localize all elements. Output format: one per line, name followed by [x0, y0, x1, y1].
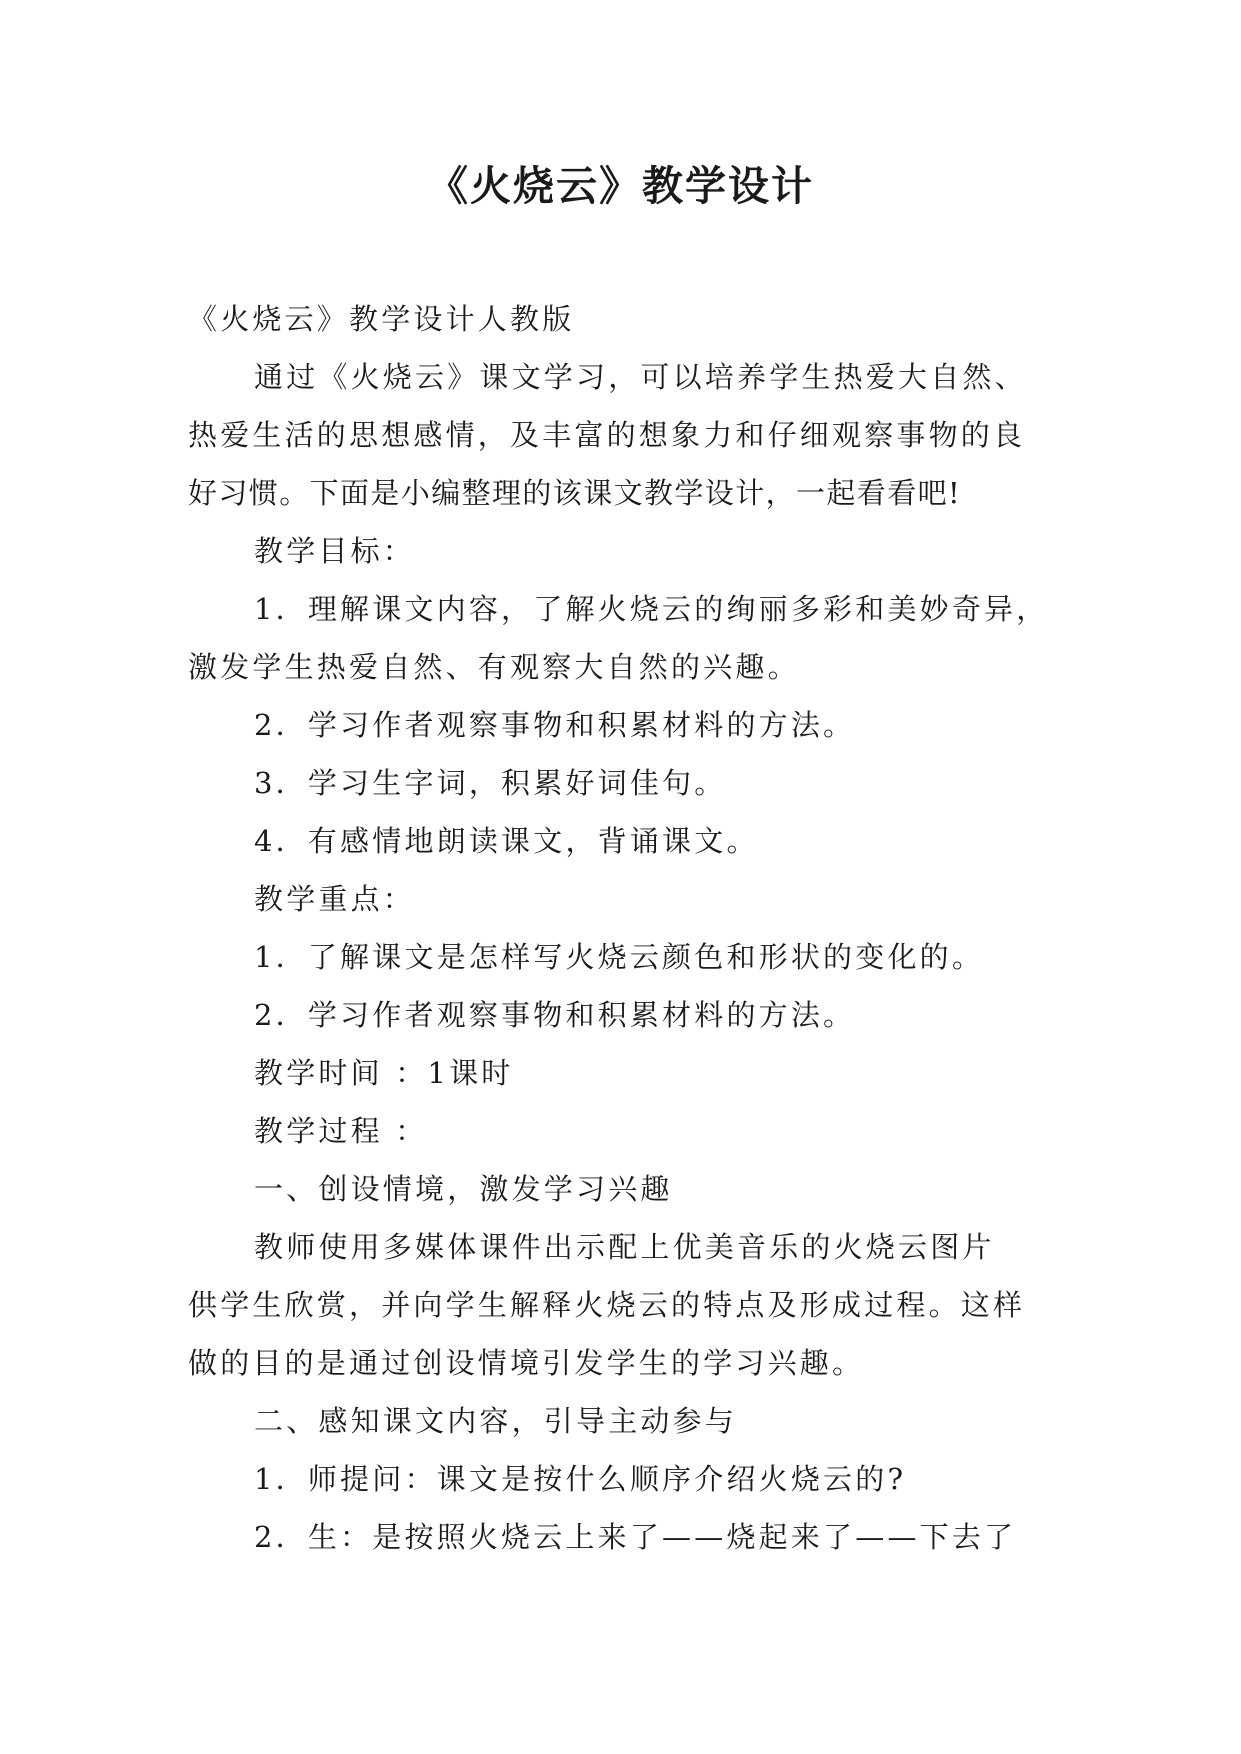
section-heading-key-points: 教学重点： [254, 882, 416, 916]
subtitle-line: 《火烧云》教学设计人教版 [188, 302, 575, 336]
list-item: 1．理解课文内容，了解火烧云的绚丽多彩和美妙奇异， [254, 592, 1049, 626]
paragraph-line: 热爱生活的思想感情，及丰富的想象力和仔细观察事物的良 [188, 418, 1026, 452]
list-item: 4．有感情地朗读课文，背诵课文。 [254, 824, 759, 858]
paragraph-line: 教师使用多媒体课件出示配上优美音乐的火烧云图片 [254, 1230, 995, 1264]
list-item: 1．师提问：课文是按什么顺序介绍火烧云的? [254, 1462, 907, 1496]
section-heading-process: 教学过程 ： [254, 1114, 428, 1148]
section-heading-objectives: 教学目标： [254, 534, 416, 568]
list-item: 3．学习生字词，积累好词佳句。 [254, 766, 727, 800]
paragraph-line: 供学生欣赏，并向学生解释火烧云的特点及形成过程。这样 [188, 1288, 1026, 1322]
document-body [188, 290, 1056, 1566]
list-item: 1．了解课文是怎样写火烧云颜色和形状的变化的。 [254, 940, 985, 974]
paragraph-line: 好习惯。下面是小编整理的该课文教学设计，一起看看吧! [188, 476, 962, 510]
list-item: 2．生：是按照火烧云上来了——烧起来了——下去了 [254, 1520, 1017, 1554]
subsection-heading: 二、感知课文内容，引导主动参与 [254, 1404, 738, 1438]
list-item: 2．学习作者观察事物和积累材料的方法。 [254, 708, 856, 742]
section-heading-time: 教学时间 ：1课时 [254, 1056, 514, 1090]
document-title: 《火烧云》教学设计 [427, 162, 814, 210]
subsection-heading: 一、创设情境，激发学习兴趣 [254, 1172, 673, 1206]
list-item: 2．学习作者观察事物和积累材料的方法。 [254, 998, 856, 1032]
paragraph-line: 通过《火烧云》课文学习，可以培养学生热爱大自然、 [254, 360, 1027, 394]
paragraph-line: 激发学生热爱自然、有观察大自然的兴趣。 [188, 650, 800, 684]
paragraph-line: 做的目的是通过创设情境引发学生的学习兴趣。 [188, 1346, 865, 1380]
